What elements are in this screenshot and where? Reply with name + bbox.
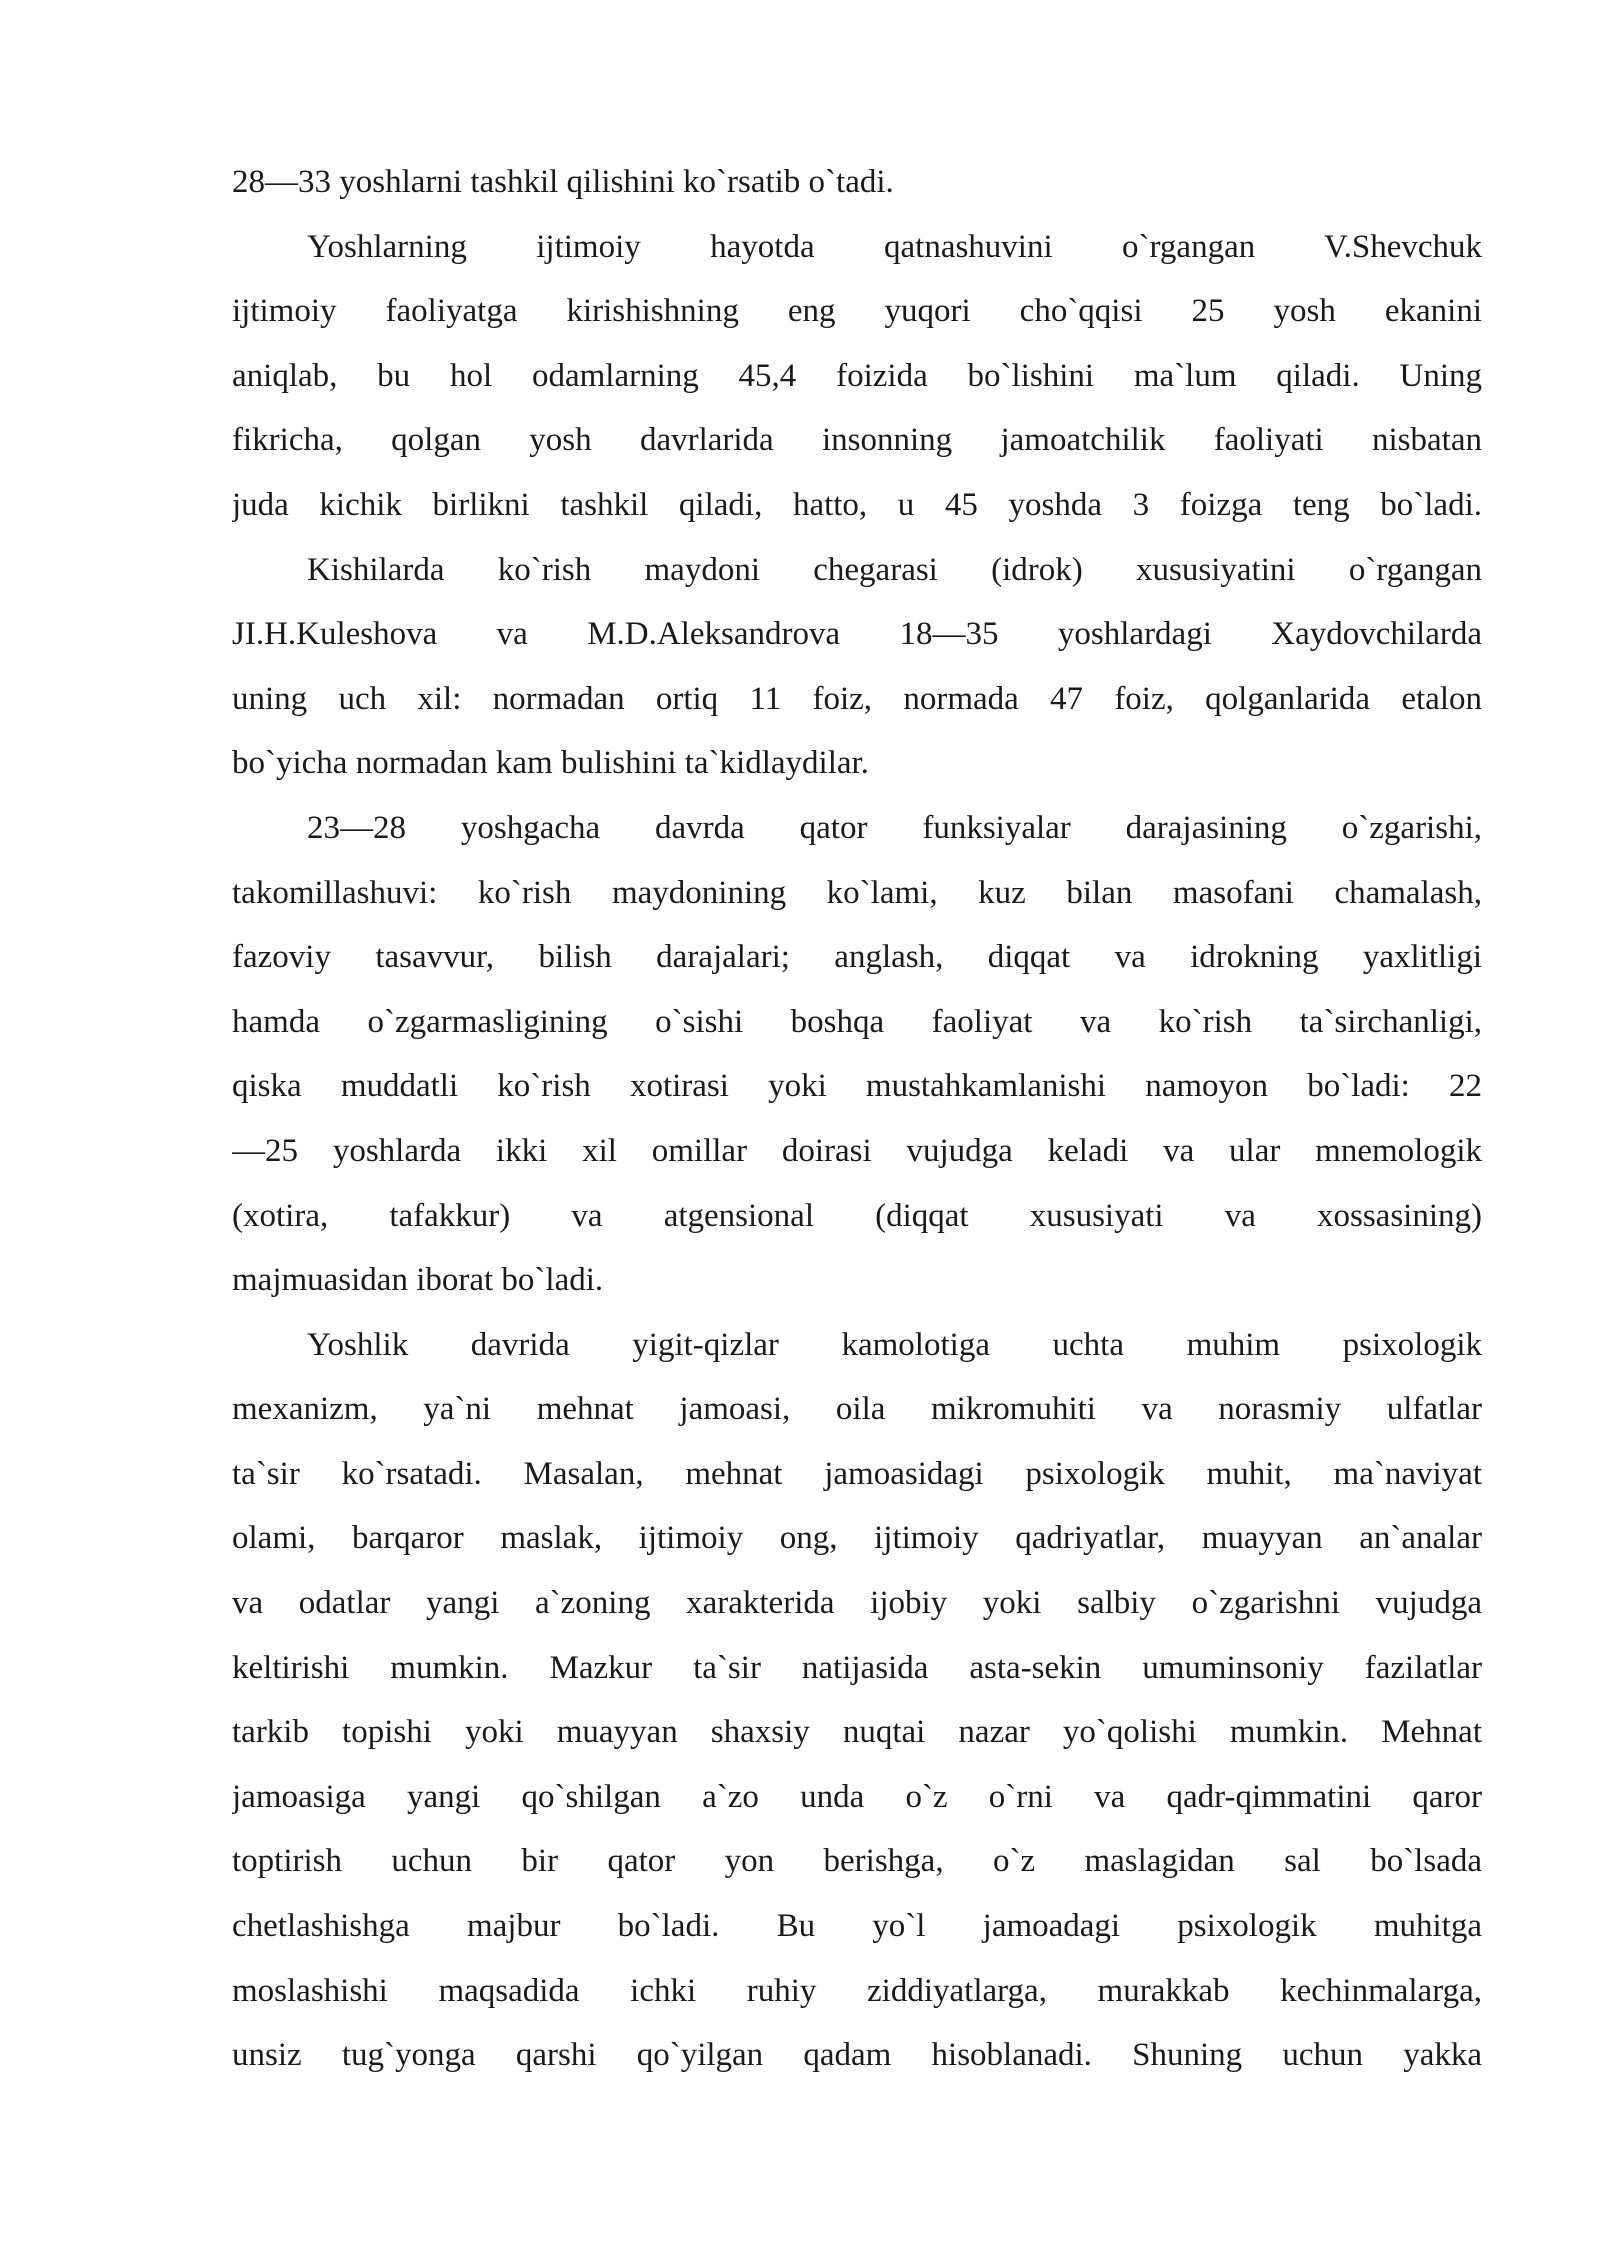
text-line: uning uch xil: normadan ortiq 11 foiz, normada 47 foiz, qolganlarida etalon bbox=[232, 680, 1482, 717]
text-line: Yoshlik davrida yigit-qizlar kamolotiga uchta muhim psixologik bbox=[307, 1326, 1482, 1363]
text-line: Yoshlarning ijtimoiy hayotda qatnashuvini o`rgangan V.Shevchuk bbox=[307, 228, 1482, 265]
text-line: takomillashuvi: ko`rish maydonining ko`lami, kuz bilan masofani chamalash, bbox=[232, 874, 1482, 911]
text-line: juda kichik birlikni tashkil qiladi, hatto, u 45 yoshda 3 foizga teng bo`ladi. bbox=[232, 486, 1482, 523]
text-line: keltirishi mumkin. Mazkur ta`sir natijasida asta-sekin umuminsoniy fazilatlar bbox=[232, 1649, 1482, 1686]
text-line: chetlashishga majbur bo`ladi. Bu yo`l jamoadagi psixologik muhitga bbox=[232, 1908, 1482, 1945]
text-line: ta`sir ko`rsatadi. Masalan, mehnat jamoasidagi psixologik muhit, ma`naviyat bbox=[232, 1455, 1482, 1492]
text-line: ijtimoiy faoliyatga kirishishning eng yuqori cho`qqisi 25 yosh ekanini bbox=[232, 293, 1482, 330]
text-line: 23—28 yoshgacha davrda qator funksiyalar darajasining o`zgarishi, bbox=[307, 809, 1482, 846]
text-line: olami, barqaror maslak, ijtimoiy ong, ijtimoiy qadriyatlar, muayyan an`analar bbox=[232, 1520, 1482, 1557]
text-line: tarkib topishi yoki muayyan shaxsiy nuqtai nazar yo`qolishi mumkin. Mehnat bbox=[232, 1714, 1482, 1751]
text-line: bo`yicha normadan kam bulishini ta`kidlaydilar. bbox=[232, 745, 869, 782]
text-line: unsiz tug`yonga qarshi qo`yilgan qadam hisoblanadi. Shuning uchun yakka bbox=[232, 2037, 1482, 2074]
text-line: fazoviy tasavvur, bilish darajalari; anglash, diqqat va idrokning yaxlitligi bbox=[232, 939, 1482, 976]
text-line: JI.H.Kuleshova va M.D.Aleksandrova 18—35 yoshlardagi Xaydovchilarda bbox=[232, 616, 1482, 653]
text-line: toptirish uchun bir qator yon berishga, o`z maslagidan sal bo`lsada bbox=[232, 1843, 1482, 1880]
text-line: jamoasiga yangi qo`shilgan a`zo unda o`z o`rni va qadr-qimmatini qaror bbox=[232, 1778, 1482, 1815]
text-line: fikricha, qolgan yosh davrlarida insonning jamoatchilik faoliyati nisbatan bbox=[232, 422, 1482, 459]
text-line: va odatlar yangi a`zoning xarakterida ijobiy yoki salbiy o`zgarishni vujudga bbox=[232, 1585, 1482, 1622]
text-line: aniqlab, bu hol odamlarning 45,4 foizida bo`lishini ma`lum qiladi. Uning bbox=[232, 357, 1482, 394]
text-line: mexanizm, ya`ni mehnat jamoasi, oila mikromuhiti va norasmiy ulfatlar bbox=[232, 1391, 1482, 1428]
text-line: (xotira, tafakkur) va atgensional (diqqat xususiyati va xossasining) bbox=[232, 1197, 1482, 1234]
text-line: —25 yoshlarda ikki xil omillar doirasi vujudga keladi va ular mnemologik bbox=[232, 1132, 1482, 1169]
document-body bbox=[232, 150, 1482, 2088]
text-line: 28—33 yoshlarni tashkil qilishini ko`rsatib o`tadi. bbox=[232, 164, 894, 200]
text-line: hamda o`zgarmasligining o`sishi boshqa faoliyat va ko`rish ta`sirchanligi, bbox=[232, 1003, 1482, 1040]
text-line: majmuasidan iborat bo`ladi. bbox=[232, 1262, 604, 1299]
text-line: qiska muddatli ko`rish xotirasi yoki mustahkamlanishi namoyon bo`ladi: 22 bbox=[232, 1068, 1482, 1105]
text-line: Kishilarda ko`rish maydoni chegarasi (idrok) xususiyatini o`rgangan bbox=[307, 551, 1482, 588]
text-line: moslashishi maqsadida ichki ruhiy ziddiyatlarga, murakkab kechinmalarga, bbox=[232, 1972, 1482, 2009]
